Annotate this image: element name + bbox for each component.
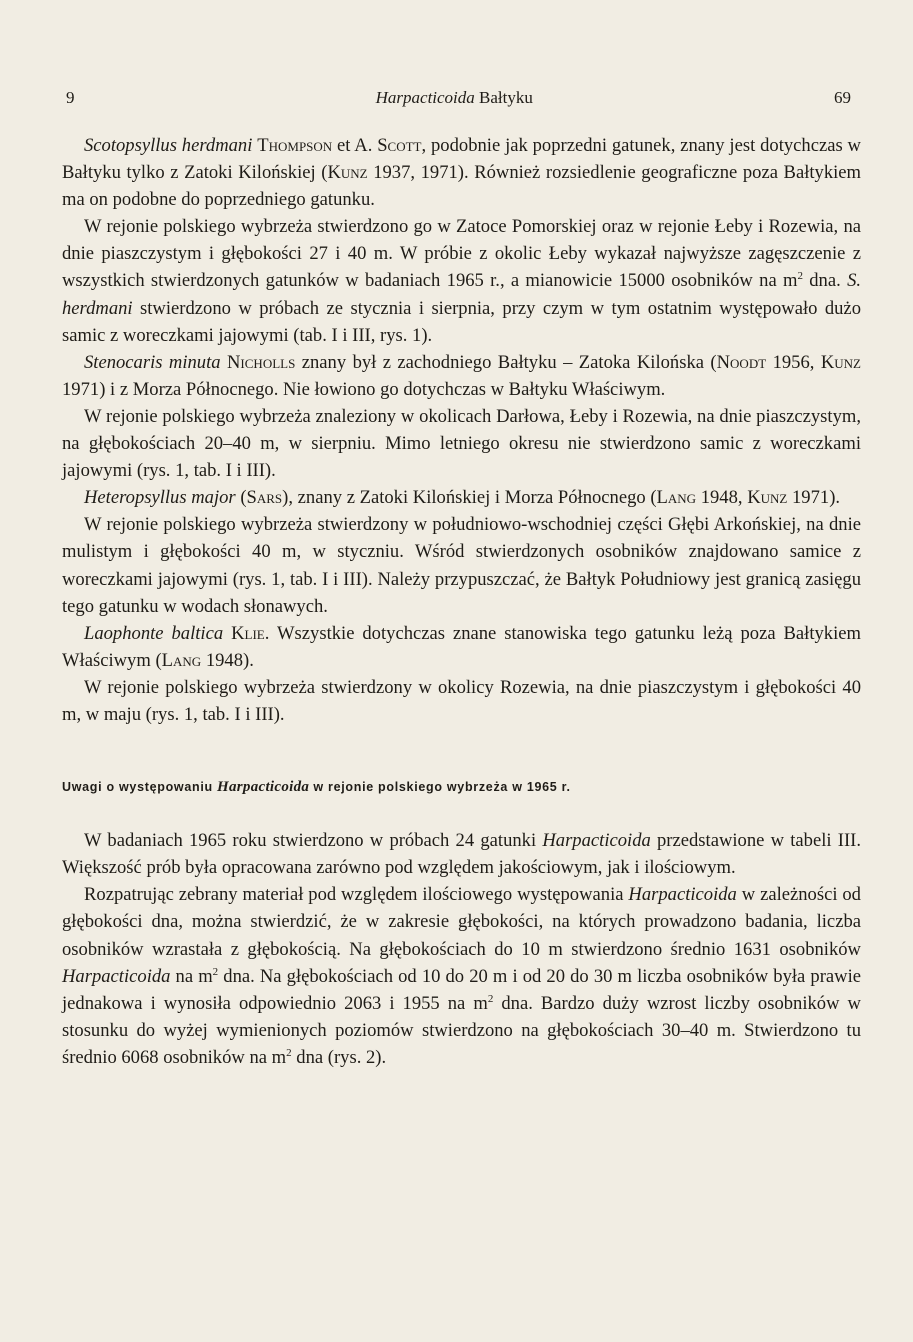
paragraph-stenocaris: Stenocaris minuta Nicholls znany był z zachodniego Bałtyku – Zatoka Kilońska (Noodt 1956, Kunz 1971) i z Morza Północnego. Nie łowiono go dotychczas w Bałtyku Właściwym.	[62, 351, 861, 400]
running-header	[62, 88, 861, 108]
section-heading: Uwagi o występowaniu Harpacticoida w rejonie polskiego wybrzeża w 1965 r.	[62, 779, 571, 796]
page-number: 69	[834, 88, 851, 107]
paragraph-heteropsyllus-distribution: W rejonie polskiego wybrzeża stwierdzony w południowo-wschodniej części Głębi Arkońskiej, na dnie mulistym i głębokości 40 m, w styczniu. Wśród stwierdzonych osobników znajdowano samice z woreczkami jajowymi (rys. 1, tab. I i III). Należy przypuszczać, że Bałtyk Południowy jest granicą zasięgu tego gatunku w wodach słonawych.	[62, 514, 861, 617]
paragraph-heteropsyllus: Heteropsyllus major (Sars), znany z Zatoki Kilońskiej i Morza Północnego (Lang 1948, Kunz 1971).	[84, 487, 841, 509]
header-left-number: 9	[66, 88, 75, 107]
paragraph-stenocaris-distribution: W rejonie polskiego wybrzeża znaleziony w okolicach Darłowa, Łeby i Rozewia, na dnie piaszczystym, na głębokościach 20–40 m, w sierpniu. Mimo letniego okresu nie stwierdzono samic z woreczkami jajowymi (rys. 1, tab. I i III).	[62, 405, 861, 482]
paragraph-laophonte: Laophonte baltica Klie. Wszystkie dotychczas znane stanowiska tego gatunku leżą poza Bałtykiem Właściwym (Lang 1948).	[62, 622, 861, 671]
paragraph-laophonte-distribution: W rejonie polskiego wybrzeża stwierdzony w okolicy Rozewia, na dnie piaszczystym i głębokości 40 m, w maju (rys. 1, tab. I i III).	[62, 676, 861, 725]
paragraph-survey-overview: W badaniach 1965 roku stwierdzono w próbach 24 gatunki Harpacticoida przedstawione w tabeli III. Większość prób była opracowana zarówno pod względem jakościowym, jak i ilościowym.	[62, 830, 861, 879]
paragraph-scotopsyllus-distribution: W rejonie polskiego wybrzeża stwierdzono go w Zatoce Pomorskiej oraz w rejonie Łeby i Rozewia, na dnie piaszczystym i głębokości 27 i 40 m. W próbie z okolic Łeby wykazał najwyższe zagęszczenie z wszystkich stwierdzonych gatunków w badaniach 1965 r., a mianowicie 15000 osobników na $m^2$ dna. S. herdmani stwierdzono w próbach ze stycznia i sierpnia, przy czym w tym ostatnim występowało dużo samic z woreczkami jajowymi (tab. I i III, rys. 1).	[62, 216, 862, 346]
paragraph-scotopsyllus: Scotopsyllus herdmani Thompson et A. Scott, podobnie jak poprzedni gatunek, znany jest dotychczas w Bałtyku tylko z Zatoki Kilońskiej (Kunz 1937, 1971). Również rozsiedlenie geograficzne poza Bałtykiem ma on podobne do poprzedniego gatunku.	[62, 135, 862, 211]
running-title: Harpacticoida Bałtyku	[375, 88, 533, 107]
paragraph-depth-analysis: Rozpatrując zebrany materiał pod względem ilościowego występowania Harpacticoida w zależności od głębokości dna, można stwierdzić, że w zakresie głębokości, na których prowadzono badania, liczba osobników wzrastała z głębokością. Na głębokościach do 10 m stwierdzono średnio 1631 osobników Harpacticoida na $m^2$ dna. Na głębokościach od 10 do 20 m i od 20 do 30 m liczba osobników była prawie jednakowa i wynosiła odpowiednio 2063 i 1955 na $m^2$ dna. Bardzo duży wzrost liczby osobników w stosunku do wyżej wymienionych poziomów stwierdzono na głębokościach 30–40 m. Stwierdzono tu średnio 6068 osobników na $m^2$ dna (rys. 2).	[62, 884, 861, 1068]
